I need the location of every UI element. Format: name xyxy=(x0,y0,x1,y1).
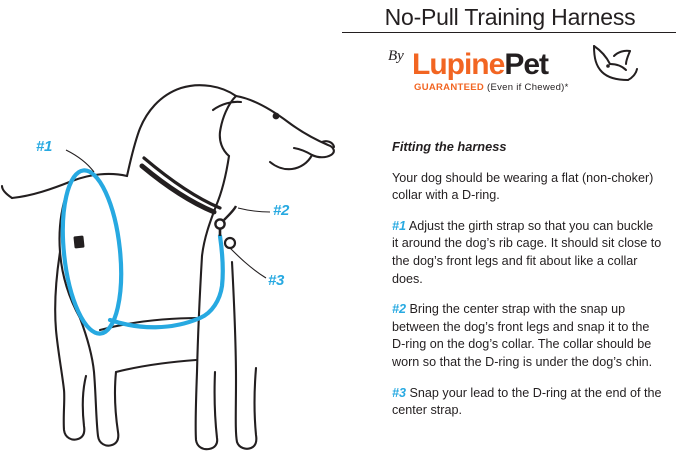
leader-2 xyxy=(238,208,270,212)
callout-1-label: #1 xyxy=(36,138,53,155)
girth-strap xyxy=(56,168,129,337)
logo-guarantee-note: (Even if Chewed)* xyxy=(486,82,569,93)
instructions-intro: Your dog should be wearing a flat (non-choker) collar with a D-ring. xyxy=(392,170,654,203)
lupinepet-logo xyxy=(388,40,638,98)
leader-1 xyxy=(66,150,94,172)
logo-guarantee-line xyxy=(414,82,569,93)
step-1-label: #1 xyxy=(392,218,407,233)
instructions-block xyxy=(392,138,662,433)
dog-head-icon xyxy=(584,42,640,88)
logo-lupine-text: Lupine xyxy=(412,48,505,81)
leader-3 xyxy=(230,248,266,278)
instruction-step-3 xyxy=(392,385,662,420)
step-3-label: #3 xyxy=(392,385,407,400)
callout-2-label: #2 xyxy=(273,202,290,219)
title-divider xyxy=(342,32,676,33)
step-3-text: Snap your lead to the D-ring at the end of the center strap. xyxy=(392,385,662,418)
logo-pet-text: Pet xyxy=(504,48,549,81)
logo-wordmark xyxy=(412,50,548,80)
step-1-text: Adjust the girth strap so that you can buckle it around the dog’s rib cage. It should sit close to the dog’s front legs and fit about like a collar does. xyxy=(392,218,662,286)
center-strap xyxy=(110,236,223,327)
callout-3-label: #3 xyxy=(268,272,285,289)
info-panel xyxy=(340,0,679,471)
logo-by-text: By xyxy=(388,48,404,64)
step-2-text: Bring the center strap with the snap up between the dog’s front legs and snap it to the D-ring on the dog’s collar. The collar should be worn so that the D-ring is under the dog’s chin. xyxy=(392,302,653,369)
instruction-step-2 xyxy=(392,301,662,371)
logo-guaranteed-text: GUARANTEED xyxy=(414,82,485,93)
page-title: No-Pull Training Harness xyxy=(384,4,636,30)
snap-hardware xyxy=(215,206,236,248)
instructions-heading: Fitting the harness xyxy=(392,139,507,154)
instruction-step-1 xyxy=(392,218,662,288)
step-2-label: #2 xyxy=(392,302,407,317)
